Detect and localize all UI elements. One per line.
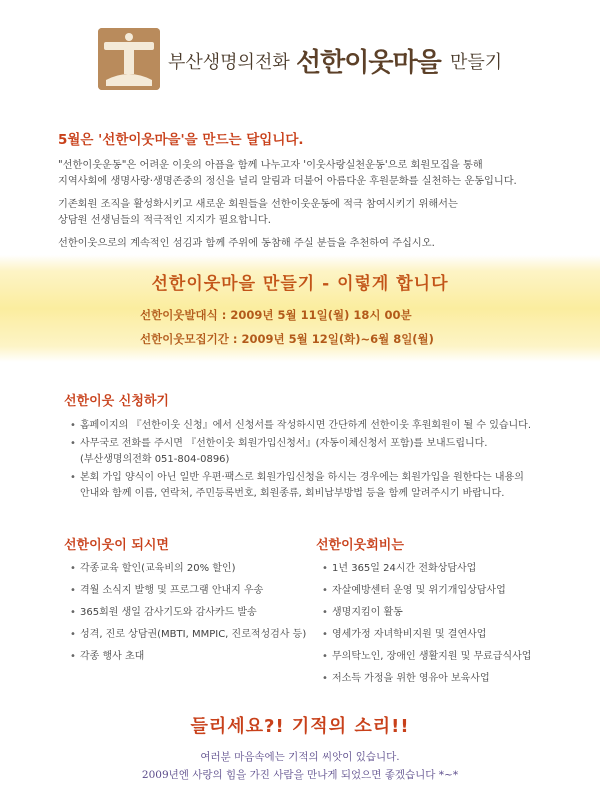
- footer-line: 2009년엔 사랑의 힘을 가진 사람을 만나게 되었으면 좋겠습니다 *~*: [141, 769, 459, 781]
- schedule-banner: [0, 255, 600, 362]
- list-item: • 각종 행사 초대: [70, 649, 310, 665]
- list-item: • 홈페이지의 『선한이웃 신청』에서 신청서를 작성하시면 간단하게 선한이웃 후원회원이 될 수 있습니다.: [70, 418, 570, 434]
- campaign-name: 선한이웃마을: [296, 48, 441, 78]
- list-item: • 사무국로 전화를 주시면 『선한이웃 회원가입신청서』(자동이체신청서 포함)를 보내드립니다. (부산생명의전화 051-804-0896): [70, 436, 570, 468]
- footer-title: 들리세요?! 기적의 소리!!: [190, 716, 410, 737]
- benefits-list: [70, 561, 310, 671]
- apply-list: [70, 418, 570, 504]
- logo: [98, 28, 160, 90]
- list-item: • 자살예방센터 운영 및 위기개입상담사업: [322, 583, 572, 599]
- list-item: • 생명지킴이 활동: [322, 605, 572, 621]
- launch-date: 선한이웃발대식 : 2009년 5월 11일(월) 18시 00분: [140, 308, 412, 322]
- dues-title: 선한이웃회비는: [316, 538, 404, 553]
- header: [0, 0, 600, 110]
- dues-list: [322, 561, 572, 693]
- list-item: • 365회원 생일 감사기도와 감사카드 발송: [70, 605, 310, 621]
- banner-title: 선한이웃마을 만들기 - 이렇게 합니다: [151, 274, 449, 294]
- intro-section: [58, 128, 578, 259]
- list-item: • 본회 가입 양식이 아닌 일반 우편·팩스로 회원가입신청을 하시는 경우에는 회원가입을 원한다는 내용의 안내와 함께 이름, 연락처, 주민등록번호, 회원종류, 회비납부방법 등을 함께 알려주시기 바랍니다.: [70, 470, 570, 502]
- list-item: • 무의탁노인, 장애인 생활지원 및 무료급식사업: [322, 649, 572, 665]
- list-item: • 저소득 가정을 위한 영유아 보육사업: [322, 671, 572, 687]
- intro-heading: 5월은 '선한이웃마을'을 만드는 달입니다.: [58, 132, 304, 148]
- recruit-period: 선한이웃모집기간 : 2009년 5월 12일(화)~6월 8일(월): [140, 332, 434, 346]
- benefits-title: 선한이웃이 되시면: [64, 538, 169, 553]
- list-item: • 성격, 진로 상담권(MBTI, MMPIC, 진로적성검사 등): [70, 627, 310, 643]
- org-name: 부산생명의전화: [168, 52, 290, 73]
- list-item: • 격월 소식지 발행 및 프로그램 안내지 우송: [70, 583, 310, 599]
- list-item: • 영세가정 자녀학비지원 및 결연사업: [322, 627, 572, 643]
- apply-title: 선한이웃 신청하기: [64, 394, 169, 409]
- campaign-suffix: 만들기: [450, 52, 503, 73]
- intro-paragraph: "선한이웃운동"은 어려운 이웃의 아픔을 함께 나누고자 '이웃사랑실천운동'으로 회원모집을 통해 지역사회에 생명사랑·생명존중의 정신을 널리 알림과 더불어 아름다운 후원문화를 실천하는 운동입니다.: [58, 160, 517, 187]
- intro-paragraph: 선한이웃으로의 계속적인 섬김과 함께 주위에 동참해 주실 분들을 추천하여 주십시오.: [58, 238, 435, 249]
- footer-line: 여러분 마음속에는 기적의 씨앗이 있습니다.: [200, 751, 400, 763]
- intro-paragraph: 기존회원 조직을 활성화시키고 새로운 회원들을 선한이웃운동에 적극 참여시키기 위해서는 상담원 선생님들의 적극적인 지지가 필요합니다.: [58, 199, 458, 226]
- footer: [0, 712, 600, 784]
- tree-logo-icon: [98, 28, 160, 90]
- list-item: • 1년 365일 24시간 전화상담사업: [322, 561, 572, 577]
- list-item: • 각종교육 할인(교육비의 20% 할인): [70, 561, 310, 577]
